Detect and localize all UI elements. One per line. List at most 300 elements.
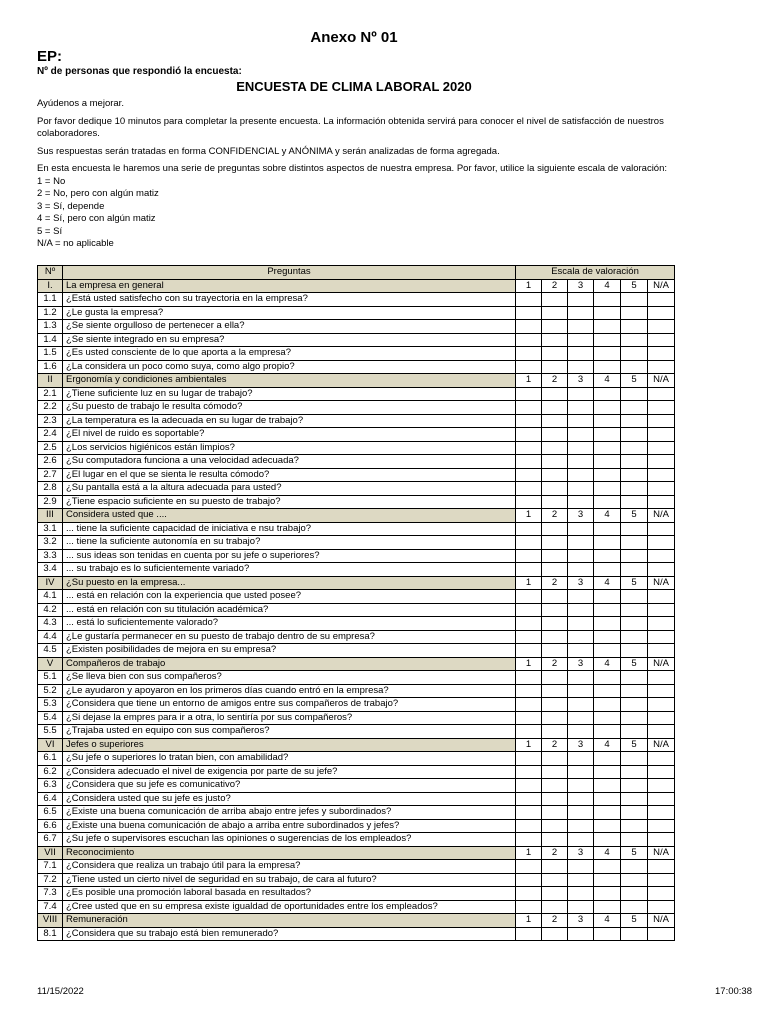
answer-cell[interactable]	[648, 887, 675, 901]
answer-cell[interactable]	[568, 671, 594, 685]
answer-cell[interactable]	[648, 765, 675, 779]
question-text: ¿Existe una buena comunicación de abajo a arriba entre subordinados y jefes?	[63, 819, 516, 833]
answer-cell[interactable]	[621, 441, 648, 455]
answer-cell[interactable]	[542, 293, 568, 307]
answer-cell[interactable]	[516, 927, 542, 941]
answer-cell[interactable]	[542, 495, 568, 509]
answer-cell[interactable]	[621, 819, 648, 833]
scale-header-cell: 4	[594, 509, 621, 523]
answer-cell[interactable]	[568, 482, 594, 496]
answer-cell[interactable]	[621, 522, 648, 536]
answer-cell[interactable]	[542, 900, 568, 914]
answer-cell[interactable]	[621, 360, 648, 374]
answer-cell[interactable]	[648, 873, 675, 887]
scale-header-cell: 5	[621, 509, 648, 523]
answer-cell[interactable]	[542, 860, 568, 874]
answer-cell[interactable]	[516, 360, 542, 374]
answer-cell[interactable]	[621, 306, 648, 320]
answer-cell[interactable]	[542, 698, 568, 712]
answer-cell[interactable]	[542, 306, 568, 320]
answer-cell[interactable]	[594, 522, 621, 536]
answer-cell[interactable]	[516, 644, 542, 658]
question-text: ¿Existe una buena comunicación de arriba abajo entre jefes y subordinados?	[63, 806, 516, 820]
answer-cell[interactable]	[621, 711, 648, 725]
answer-cell[interactable]	[568, 711, 594, 725]
question-row	[38, 320, 675, 334]
answer-cell[interactable]	[568, 603, 594, 617]
answer-cell[interactable]	[621, 482, 648, 496]
answer-cell[interactable]	[568, 563, 594, 577]
answer-cell[interactable]	[594, 590, 621, 604]
answer-cell[interactable]	[594, 684, 621, 698]
answer-cell[interactable]	[568, 522, 594, 536]
answer-cell[interactable]	[542, 833, 568, 847]
answer-cell[interactable]	[568, 779, 594, 793]
answer-cell[interactable]	[621, 887, 648, 901]
answer-cell[interactable]	[568, 806, 594, 820]
answer-cell[interactable]	[516, 603, 542, 617]
answer-cell[interactable]	[621, 900, 648, 914]
question-number: 4.2	[38, 603, 63, 617]
answer-cell[interactable]	[516, 536, 542, 550]
answer-cell[interactable]	[621, 806, 648, 820]
question-number: 1.6	[38, 360, 63, 374]
answer-cell[interactable]	[648, 617, 675, 631]
answer-cell[interactable]	[516, 819, 542, 833]
question-number: 3.1	[38, 522, 63, 536]
answer-cell[interactable]	[594, 414, 621, 428]
answer-cell[interactable]	[568, 873, 594, 887]
answer-cell[interactable]	[621, 293, 648, 307]
answer-cell[interactable]	[516, 630, 542, 644]
question-row	[38, 644, 675, 658]
answer-cell[interactable]	[621, 671, 648, 685]
answer-cell[interactable]	[568, 792, 594, 806]
answer-cell[interactable]	[516, 725, 542, 739]
answer-cell[interactable]	[621, 684, 648, 698]
answer-cell[interactable]	[542, 765, 568, 779]
answer-cell[interactable]	[648, 549, 675, 563]
answer-cell[interactable]	[621, 590, 648, 604]
answer-cell[interactable]	[594, 630, 621, 644]
answer-cell[interactable]	[542, 873, 568, 887]
question-row	[38, 765, 675, 779]
answer-cell[interactable]	[542, 819, 568, 833]
answer-cell[interactable]	[594, 779, 621, 793]
answer-cell[interactable]	[542, 522, 568, 536]
answer-cell[interactable]	[648, 725, 675, 739]
answer-cell[interactable]	[594, 306, 621, 320]
answer-cell[interactable]	[516, 698, 542, 712]
column-header-questions: Preguntas	[63, 266, 516, 280]
answer-cell[interactable]	[542, 320, 568, 334]
respondents-label: Nº de personas que respondió la encuesta:	[37, 66, 242, 77]
answer-cell[interactable]	[648, 428, 675, 442]
answer-cell[interactable]	[542, 590, 568, 604]
answer-cell[interactable]	[542, 684, 568, 698]
answer-cell[interactable]	[648, 482, 675, 496]
question-number: 6.4	[38, 792, 63, 806]
question-number: 2.3	[38, 414, 63, 428]
answer-cell[interactable]	[516, 833, 542, 847]
answer-cell[interactable]	[621, 833, 648, 847]
answer-cell[interactable]	[621, 752, 648, 766]
answer-cell[interactable]	[594, 320, 621, 334]
answer-cell[interactable]	[648, 387, 675, 401]
answer-cell[interactable]	[594, 698, 621, 712]
scale-header-cell: 3	[568, 657, 594, 671]
question-row	[38, 306, 675, 320]
answer-cell[interactable]	[621, 873, 648, 887]
answer-cell[interactable]	[648, 347, 675, 361]
question-text: ... está en relación con la experiencia que usted posee?	[63, 590, 516, 604]
answer-cell[interactable]	[594, 441, 621, 455]
question-text: ¿Considera que realiza un trabajo útil para la empresa?	[63, 860, 516, 874]
answer-cell[interactable]	[621, 468, 648, 482]
answer-cell[interactable]	[516, 617, 542, 631]
answer-cell[interactable]	[648, 468, 675, 482]
answer-cell[interactable]	[594, 711, 621, 725]
answer-cell[interactable]	[621, 630, 648, 644]
answer-cell[interactable]	[542, 401, 568, 415]
answer-cell[interactable]	[594, 536, 621, 550]
answer-cell[interactable]	[542, 725, 568, 739]
answer-cell[interactable]	[516, 860, 542, 874]
answer-cell[interactable]	[648, 927, 675, 941]
answer-cell[interactable]	[542, 549, 568, 563]
answer-cell[interactable]	[542, 779, 568, 793]
answer-cell[interactable]	[568, 293, 594, 307]
answer-cell[interactable]	[516, 549, 542, 563]
question-number: 1.1	[38, 293, 63, 307]
question-text: ... sus ideas son tenidas en cuenta por su jefe o superiores?	[63, 549, 516, 563]
answer-cell[interactable]	[542, 630, 568, 644]
answer-cell[interactable]	[621, 320, 648, 334]
answer-cell[interactable]	[568, 387, 594, 401]
answer-cell[interactable]	[594, 806, 621, 820]
answer-cell[interactable]	[648, 752, 675, 766]
answer-cell[interactable]	[594, 887, 621, 901]
answer-cell[interactable]	[648, 306, 675, 320]
answer-cell[interactable]	[594, 617, 621, 631]
answer-cell[interactable]	[594, 860, 621, 874]
answer-cell[interactable]	[621, 428, 648, 442]
answer-cell[interactable]	[594, 671, 621, 685]
answer-cell[interactable]	[621, 333, 648, 347]
answer-cell[interactable]	[648, 495, 675, 509]
answer-cell[interactable]	[648, 711, 675, 725]
answer-cell[interactable]	[568, 752, 594, 766]
question-number: 3.2	[38, 536, 63, 550]
answer-cell[interactable]	[542, 752, 568, 766]
answer-cell[interactable]	[621, 414, 648, 428]
question-row	[38, 360, 675, 374]
answer-cell[interactable]	[542, 603, 568, 617]
answer-cell[interactable]	[648, 320, 675, 334]
section-title: ¿Su puesto en la empresa...	[63, 576, 516, 590]
answer-cell[interactable]	[516, 873, 542, 887]
answer-cell[interactable]	[516, 387, 542, 401]
answer-cell[interactable]	[594, 765, 621, 779]
question-row	[38, 887, 675, 901]
answer-cell[interactable]	[621, 387, 648, 401]
question-text: ¿Es usted consciente de lo que aporta a la empresa?	[63, 347, 516, 361]
answer-cell[interactable]	[594, 725, 621, 739]
answer-cell[interactable]	[648, 698, 675, 712]
answer-cell[interactable]	[594, 833, 621, 847]
question-row	[38, 549, 675, 563]
answer-cell[interactable]	[516, 455, 542, 469]
answer-cell[interactable]	[594, 347, 621, 361]
answer-cell[interactable]	[568, 360, 594, 374]
answer-cell[interactable]	[542, 455, 568, 469]
section-number: III	[38, 509, 63, 523]
answer-cell[interactable]	[621, 347, 648, 361]
question-row	[38, 333, 675, 347]
table-header-row	[38, 266, 675, 280]
answer-cell[interactable]	[542, 441, 568, 455]
answer-cell[interactable]	[568, 468, 594, 482]
answer-cell[interactable]	[516, 428, 542, 442]
section-title: Remuneración	[63, 914, 516, 928]
answer-cell[interactable]	[568, 860, 594, 874]
scale-header-cell: 2	[542, 374, 568, 388]
scale-header-cell: N/A	[648, 509, 675, 523]
answer-cell[interactable]	[648, 563, 675, 577]
answer-cell[interactable]	[568, 414, 594, 428]
question-text: ¿Tiene suficiente luz en su lugar de trabajo?	[63, 387, 516, 401]
answer-cell[interactable]	[648, 603, 675, 617]
answer-cell[interactable]	[516, 806, 542, 820]
answer-cell[interactable]	[516, 414, 542, 428]
scale-header-cell: 1	[516, 374, 542, 388]
answer-cell[interactable]	[568, 900, 594, 914]
scale-header-cell: 4	[594, 576, 621, 590]
answer-cell[interactable]	[568, 819, 594, 833]
answer-cell[interactable]	[621, 725, 648, 739]
answer-cell[interactable]	[621, 698, 648, 712]
question-text: ¿Considera que su jefe es comunicativo?	[63, 779, 516, 793]
answer-cell[interactable]	[594, 927, 621, 941]
answer-cell[interactable]	[542, 644, 568, 658]
answer-cell[interactable]	[648, 441, 675, 455]
answer-cell[interactable]	[516, 441, 542, 455]
intro-text	[37, 98, 677, 251]
answer-cell[interactable]	[568, 441, 594, 455]
answer-cell[interactable]	[516, 522, 542, 536]
answer-cell[interactable]	[516, 468, 542, 482]
answer-cell[interactable]	[542, 671, 568, 685]
answer-cell[interactable]	[648, 455, 675, 469]
answer-cell[interactable]	[648, 293, 675, 307]
scale-header-cell: 2	[542, 657, 568, 671]
answer-cell[interactable]	[648, 414, 675, 428]
answer-cell[interactable]	[516, 684, 542, 698]
answer-cell[interactable]	[542, 428, 568, 442]
answer-cell[interactable]	[568, 765, 594, 779]
answer-cell[interactable]	[542, 387, 568, 401]
answer-cell[interactable]	[648, 819, 675, 833]
answer-cell[interactable]	[542, 482, 568, 496]
answer-cell[interactable]	[594, 401, 621, 415]
answer-cell[interactable]	[621, 792, 648, 806]
scale-item: 1 = No	[37, 175, 66, 187]
answer-cell[interactable]	[568, 536, 594, 550]
answer-cell[interactable]	[516, 293, 542, 307]
answer-cell[interactable]	[648, 779, 675, 793]
answer-cell[interactable]	[516, 482, 542, 496]
scale-item: 4 = Sí, pero con algún matiz	[37, 213, 156, 224]
answer-cell[interactable]	[516, 306, 542, 320]
answer-cell[interactable]	[594, 644, 621, 658]
answer-cell[interactable]	[594, 455, 621, 469]
answer-cell[interactable]	[621, 779, 648, 793]
answer-cell[interactable]	[568, 927, 594, 941]
answer-cell[interactable]	[648, 590, 675, 604]
answer-cell[interactable]	[594, 360, 621, 374]
answer-cell[interactable]	[594, 752, 621, 766]
answer-cell[interactable]	[648, 684, 675, 698]
answer-cell[interactable]	[568, 725, 594, 739]
answer-cell[interactable]	[594, 819, 621, 833]
answer-cell[interactable]	[568, 549, 594, 563]
answer-cell[interactable]	[648, 360, 675, 374]
answer-cell[interactable]	[648, 806, 675, 820]
answer-cell[interactable]	[594, 293, 621, 307]
answer-cell[interactable]	[542, 617, 568, 631]
answer-cell[interactable]	[594, 495, 621, 509]
answer-cell[interactable]	[594, 482, 621, 496]
answer-cell[interactable]	[594, 333, 621, 347]
answer-cell[interactable]	[542, 927, 568, 941]
answer-cell[interactable]	[516, 590, 542, 604]
answer-cell[interactable]	[516, 752, 542, 766]
survey-title: ENCUESTA DE CLIMA LABORAL 2020	[236, 79, 472, 94]
answer-cell[interactable]	[568, 495, 594, 509]
answer-cell[interactable]	[516, 563, 542, 577]
question-text: ¿Es posible una promoción laboral basada en resultados?	[63, 887, 516, 901]
question-number: 4.3	[38, 617, 63, 631]
question-row	[38, 617, 675, 631]
answer-cell[interactable]	[594, 563, 621, 577]
answer-cell[interactable]	[568, 644, 594, 658]
answer-cell[interactable]	[542, 333, 568, 347]
answer-cell[interactable]	[542, 536, 568, 550]
intro-scale-explanation: En esta encuesta le haremos una serie de preguntas sobre distintos aspectos de nuestra empresa. Por favor, utilice la siguiente escala de valoración:	[37, 163, 668, 174]
answer-cell[interactable]	[568, 306, 594, 320]
answer-cell[interactable]	[648, 671, 675, 685]
answer-cell[interactable]	[542, 414, 568, 428]
answer-cell[interactable]	[648, 833, 675, 847]
answer-cell[interactable]	[516, 495, 542, 509]
answer-cell[interactable]	[621, 549, 648, 563]
answer-cell[interactable]	[516, 900, 542, 914]
answer-cell[interactable]	[568, 684, 594, 698]
answer-cell[interactable]	[568, 333, 594, 347]
answer-cell[interactable]	[621, 401, 648, 415]
answer-cell[interactable]	[621, 603, 648, 617]
answer-cell[interactable]	[621, 765, 648, 779]
answer-cell[interactable]	[648, 900, 675, 914]
answer-cell[interactable]	[516, 792, 542, 806]
answer-cell[interactable]	[568, 347, 594, 361]
answer-cell[interactable]	[568, 617, 594, 631]
answer-cell[interactable]	[516, 347, 542, 361]
answer-cell[interactable]	[516, 765, 542, 779]
answer-cell[interactable]	[568, 455, 594, 469]
answer-cell[interactable]	[621, 860, 648, 874]
answer-cell[interactable]	[568, 833, 594, 847]
answer-cell[interactable]	[568, 887, 594, 901]
answer-cell[interactable]	[594, 387, 621, 401]
answer-cell[interactable]	[594, 792, 621, 806]
answer-cell[interactable]	[648, 792, 675, 806]
question-number: 6.2	[38, 765, 63, 779]
answer-cell[interactable]	[621, 617, 648, 631]
question-number: 8.1	[38, 927, 63, 941]
answer-cell[interactable]	[594, 873, 621, 887]
answer-cell[interactable]	[594, 468, 621, 482]
answer-cell[interactable]	[516, 779, 542, 793]
answer-cell[interactable]	[516, 320, 542, 334]
answer-cell[interactable]	[516, 401, 542, 415]
answer-cell[interactable]	[568, 320, 594, 334]
answer-cell[interactable]	[594, 549, 621, 563]
answer-cell[interactable]	[621, 455, 648, 469]
answer-cell[interactable]	[648, 860, 675, 874]
question-row	[38, 630, 675, 644]
question-text: ¿El lugar en el que se sienta le resulta cómodo?	[63, 468, 516, 482]
answer-cell[interactable]	[568, 630, 594, 644]
answer-cell[interactable]	[648, 644, 675, 658]
answer-cell[interactable]	[568, 401, 594, 415]
answer-cell[interactable]	[621, 536, 648, 550]
answer-cell[interactable]	[516, 333, 542, 347]
answer-cell[interactable]	[621, 644, 648, 658]
answer-cell[interactable]	[542, 360, 568, 374]
answer-cell[interactable]	[542, 792, 568, 806]
scale-header-cell: 4	[594, 279, 621, 293]
answer-cell[interactable]	[594, 900, 621, 914]
answer-cell[interactable]	[648, 401, 675, 415]
scale-header-cell: 2	[542, 279, 568, 293]
answer-cell[interactable]	[568, 590, 594, 604]
answer-cell[interactable]	[568, 698, 594, 712]
question-row	[38, 441, 675, 455]
answer-cell[interactable]	[594, 428, 621, 442]
answer-cell[interactable]	[542, 468, 568, 482]
answer-cell[interactable]	[542, 887, 568, 901]
answer-cell[interactable]	[648, 333, 675, 347]
answer-cell[interactable]	[542, 347, 568, 361]
answer-cell[interactable]	[516, 711, 542, 725]
answer-cell[interactable]	[648, 522, 675, 536]
answer-cell[interactable]	[621, 563, 648, 577]
answer-cell[interactable]	[568, 428, 594, 442]
footer-time: 17:00:38	[715, 986, 752, 997]
answer-cell[interactable]	[542, 563, 568, 577]
answer-cell[interactable]	[542, 711, 568, 725]
answer-cell[interactable]	[516, 671, 542, 685]
answer-cell[interactable]	[516, 887, 542, 901]
answer-cell[interactable]	[594, 603, 621, 617]
answer-cell[interactable]	[542, 806, 568, 820]
answer-cell[interactable]	[621, 927, 648, 941]
answer-cell[interactable]	[648, 630, 675, 644]
answer-cell[interactable]	[621, 495, 648, 509]
answer-cell[interactable]	[648, 536, 675, 550]
question-row	[38, 711, 675, 725]
